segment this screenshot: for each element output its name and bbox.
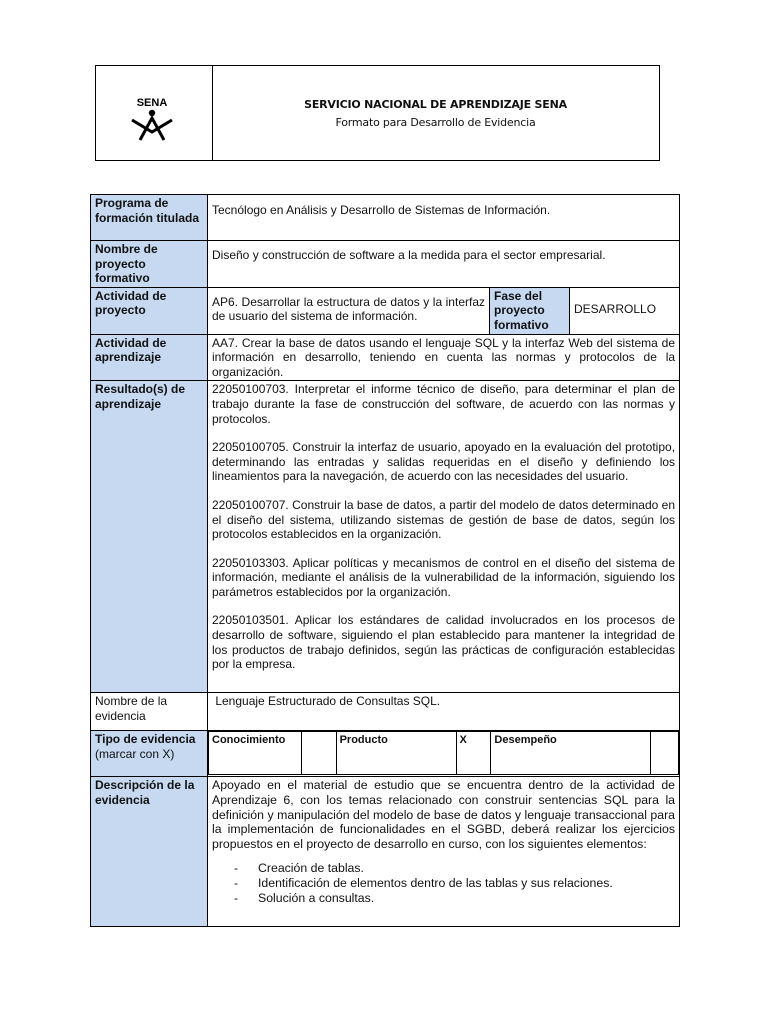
label-actividad-aprendizaje: Actividad de aprendizaje — [91, 334, 208, 381]
mark-producto[interactable]: X — [456, 732, 491, 775]
row-actividad-proyecto — [91, 287, 680, 334]
row-resultados — [91, 381, 680, 693]
list-item: - Solución a consultas. — [234, 891, 675, 906]
label-programa: Programa de formación titulada — [91, 195, 208, 241]
row-actividad-aprendizaje — [91, 334, 680, 381]
label-descripcion: Descripción de la evidencia — [91, 777, 208, 927]
row-tipo-evidencia — [91, 731, 680, 777]
label-nombre-evidencia: Nombre de la evidencia — [91, 693, 208, 731]
descripcion-list — [212, 861, 675, 905]
evidence-table — [90, 194, 680, 927]
label-tipo-evidencia — [91, 731, 208, 777]
value-nombre-evidencia: Lenguaje Estructurado de Consultas SQL. — [208, 693, 680, 731]
option-producto: Producto — [336, 732, 456, 775]
tipo-evidencia-label: Tipo de evidencia — [95, 732, 196, 747]
row-nombre-evidencia — [91, 693, 680, 731]
row-proyecto — [91, 241, 680, 288]
mark-conocimiento[interactable] — [301, 732, 336, 775]
value-actividad-proyecto: AP6. Desarrollar la estructura de datos y la interfaz de usuario del sistema de información. — [208, 287, 490, 334]
value-programa: Tecnólogo en Análisis y Desarrollo de Sistemas de Información. — [208, 195, 680, 241]
row-programa — [91, 195, 680, 241]
option-desempeno: Desempeño — [491, 732, 650, 775]
value-descripcion — [208, 777, 680, 927]
option-conocimiento: Conocimiento — [209, 732, 302, 775]
document-header — [95, 65, 660, 161]
value-fase: DESARROLLO — [570, 287, 680, 334]
descripcion-text: Apoyado en el material de estudio que se encuentra dentro de la actividad de Aprendizaje 6, con los temas relacionado con construir sentencias SQL para la definición y manipulación del modelo de base de datos y lenguaje transaccional para la implementación de funcionalidades en el SGBD, deberá realizar los ejercicios propuestos en el proyecto de desarrollo en curso, con los siguientes elementos: — [212, 778, 676, 851]
tipo-evidencia-options — [208, 731, 679, 775]
sena-logo-icon — [124, 96, 180, 142]
resultado-item: 22050100705. Construir la interfaz de usuario, apoyado en la evaluación del prototipo, determinando las entradas y salidas requeridas en el diseño y definiendo los lineamientos para la navegación, de acuerdo con las necesidades del usuario. — [212, 440, 676, 484]
list-item: - Identificación de elementos dentro de las tablas y sus relaciones. — [234, 876, 675, 891]
value-proyecto: Diseño y construcción de software a la medida para el sector empresarial. — [208, 241, 680, 288]
resultado-item: 22050100703. Interpretar el informe técnico de diseño, para determinar el plan de trabajo durante la fase de construcción del software, de acuerdo con las normas y protocolos. — [212, 382, 676, 426]
mark-desempeno[interactable] — [650, 732, 678, 775]
row-descripcion — [91, 777, 680, 927]
sena-logo — [96, 66, 213, 160]
resultado-item: 22050103303. Aplicar políticas y mecanismos de control en el diseño del sistema de información, mediante el análisis de la vulnerabilidad de la información, siguiendo los parámetros establecidos por la organización. — [212, 555, 676, 599]
document-subtitle: Formato para Desarrollo de Evidencia — [335, 116, 536, 129]
label-actividad-proyecto: Actividad de proyecto — [91, 287, 208, 334]
value-resultados — [208, 381, 680, 693]
tipo-evidencia-sublabel: (marcar con X) — [95, 746, 175, 761]
label-fase: Fase del proyecto formativo — [490, 287, 570, 334]
list-item: - Creación de tablas. — [234, 861, 675, 876]
value-actividad-aprendizaje: AA7. Crear la base de datos usando el lenguaje SQL y la interfaz Web del sistema de información en desarrollo, teniendo en cuenta las normas y protocolos de la organización. — [208, 334, 680, 381]
label-resultados: Resultado(s) de aprendizaje — [91, 381, 208, 693]
svg-text:SENA: SENA — [136, 97, 168, 109]
resultado-item: 22050103501. Aplicar los estándares de calidad involucrados en los procesos de desarrollo de software, siguiendo el plan establecido para mantener la integridad de los productos de trabajo definidos, según las prácticas de configuración establecidas por la empresa. — [212, 613, 676, 672]
resultado-item: 22050100707. Construir la base de datos, a partir del modelo de datos determinado en el diseño del sistema, utilizando sistemas de gestión de base de datos, según los protocolos establecidos en la organización. — [212, 497, 676, 542]
document-title: SERVICIO NACIONAL DE APRENDIZAJE SENA — [304, 98, 567, 111]
label-proyecto: Nombre de proyecto formativo — [91, 241, 208, 288]
